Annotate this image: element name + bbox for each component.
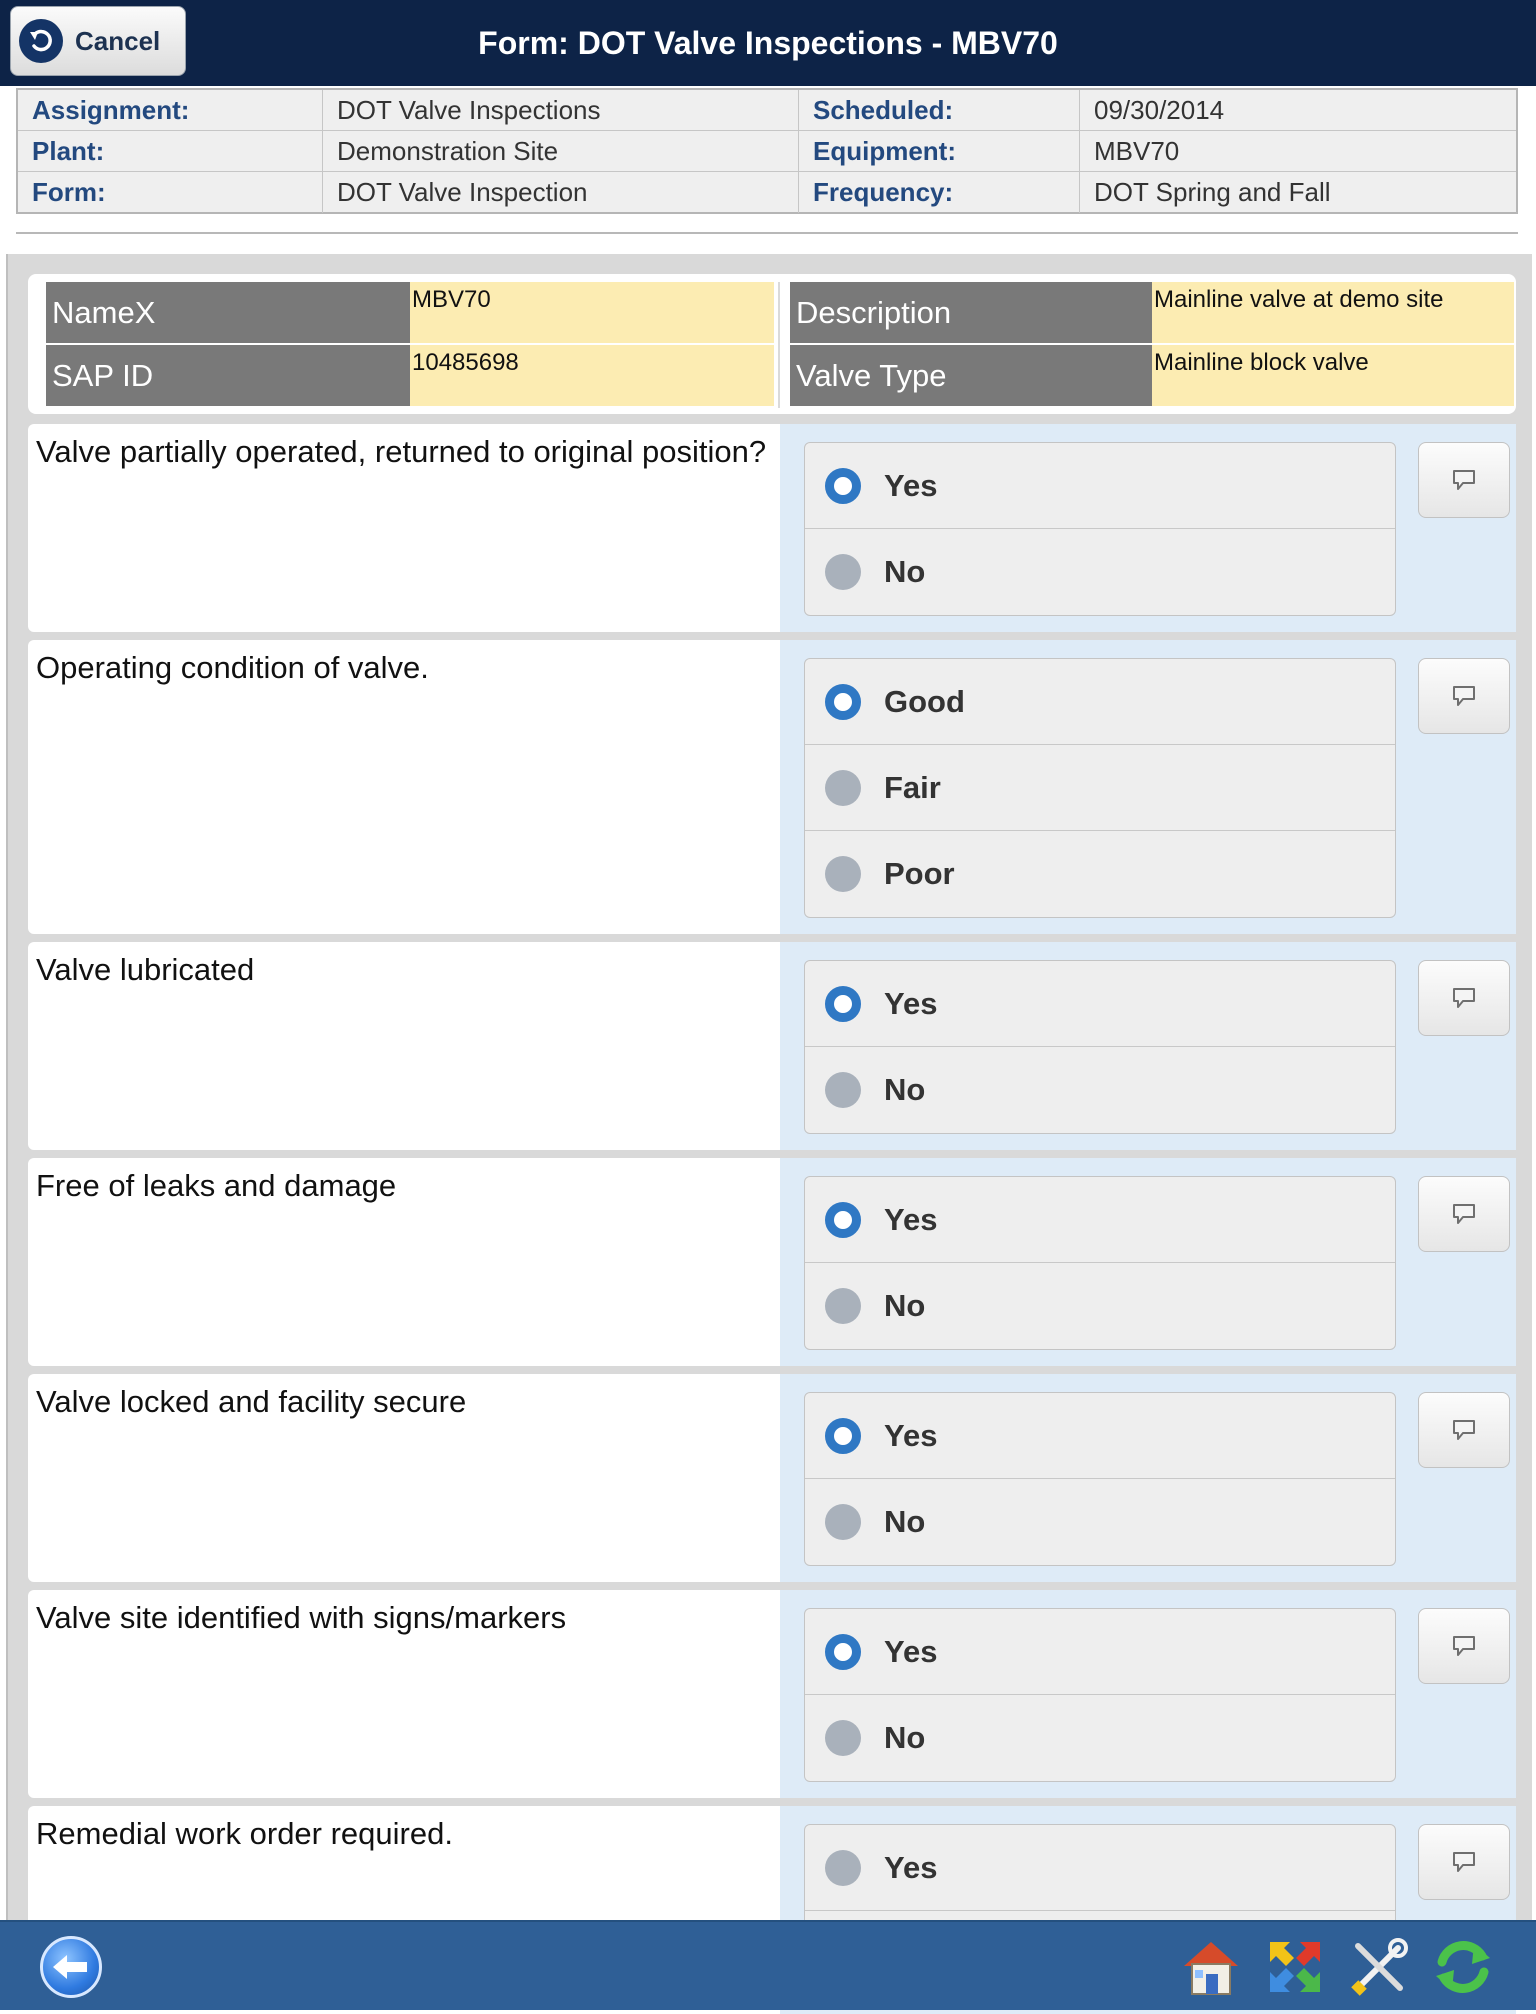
question-card bbox=[28, 942, 1516, 1150]
radio-label: No bbox=[884, 554, 926, 589]
question-text: Operating condition of valve. bbox=[36, 650, 429, 685]
equipment-fields-left bbox=[46, 282, 774, 406]
radio-option-no[interactable] bbox=[805, 1047, 1395, 1133]
radio-button[interactable] bbox=[825, 856, 861, 892]
speech-bubble-icon bbox=[1451, 1418, 1477, 1442]
radio-button[interactable] bbox=[825, 1288, 861, 1324]
divider bbox=[16, 232, 1518, 234]
info-value: Demonstration Site bbox=[322, 131, 798, 171]
radio-label: No bbox=[884, 1288, 926, 1323]
info-row bbox=[18, 172, 1516, 213]
radio-group bbox=[804, 1176, 1396, 1350]
info-label: Scheduled: bbox=[798, 90, 1079, 130]
radio-button[interactable] bbox=[825, 554, 861, 590]
radio-label: Fair bbox=[884, 769, 941, 805]
radio-option-no[interactable] bbox=[805, 1263, 1395, 1349]
question-text: Remedial work order required. bbox=[36, 1816, 453, 1851]
radio-group bbox=[804, 658, 1396, 918]
radio-option-no[interactable] bbox=[805, 1479, 1395, 1565]
cancel-button[interactable] bbox=[10, 6, 186, 76]
comment-button[interactable] bbox=[1418, 960, 1510, 1036]
radio-button[interactable] bbox=[825, 1202, 861, 1238]
radio-option-yes[interactable] bbox=[805, 1177, 1395, 1263]
info-value: DOT Spring and Fall bbox=[1079, 172, 1516, 213]
speech-bubble-icon bbox=[1451, 1634, 1477, 1658]
radio-option-fair[interactable] bbox=[805, 745, 1395, 831]
info-value: DOT Valve Inspection bbox=[322, 172, 798, 213]
home-icon[interactable] bbox=[1176, 1932, 1246, 2002]
answer-panel bbox=[780, 640, 1516, 934]
radio-button[interactable] bbox=[825, 1720, 861, 1756]
info-label: Plant: bbox=[32, 135, 105, 166]
speech-bubble-icon bbox=[1451, 1202, 1477, 1226]
field-value: Mainline block valve bbox=[1152, 345, 1514, 406]
speech-bubble-icon bbox=[1451, 684, 1477, 708]
question-card bbox=[28, 1590, 1516, 1798]
question-card bbox=[28, 640, 1516, 934]
cancel-label: Cancel bbox=[75, 25, 161, 56]
radio-option-no[interactable] bbox=[805, 1695, 1395, 1781]
comment-button[interactable] bbox=[1418, 1392, 1510, 1468]
comment-button[interactable] bbox=[1418, 1824, 1510, 1900]
radio-label: Yes bbox=[884, 1201, 938, 1237]
question-text: Free of leaks and damage bbox=[36, 1168, 397, 1203]
question-card bbox=[28, 1374, 1516, 1582]
info-label: Assignment: bbox=[32, 94, 190, 125]
field-key: Description bbox=[790, 282, 1152, 343]
radio-label: Poor bbox=[884, 856, 955, 891]
answer-panel bbox=[780, 1374, 1516, 1582]
field-value: 10485698 bbox=[410, 345, 774, 406]
radio-label: Yes bbox=[884, 985, 938, 1021]
answer-panel bbox=[780, 424, 1516, 632]
question-text: Valve partially operated, returned to original position? bbox=[36, 434, 767, 469]
info-row bbox=[18, 90, 1516, 131]
radio-group bbox=[804, 960, 1396, 1134]
field-key: SAP ID bbox=[46, 345, 410, 406]
undo-arrow-icon bbox=[19, 19, 63, 63]
info-label: Frequency: bbox=[798, 172, 1079, 213]
tools-icon[interactable] bbox=[1344, 1932, 1414, 2002]
assignment-info-table bbox=[16, 88, 1518, 214]
equipment-fields-right bbox=[790, 282, 1514, 406]
radio-option-yes[interactable] bbox=[805, 1825, 1395, 1911]
radio-label: Yes bbox=[884, 1849, 938, 1885]
info-value: 09/30/2014 bbox=[1079, 90, 1516, 130]
radio-group bbox=[804, 442, 1396, 616]
top-bar bbox=[0, 0, 1536, 86]
info-label: Form: bbox=[32, 177, 106, 207]
info-row bbox=[18, 131, 1516, 172]
radio-label: Good bbox=[884, 683, 965, 719]
answer-panel bbox=[780, 942, 1516, 1150]
back-arrow-icon[interactable] bbox=[40, 1936, 102, 1998]
field-key: Valve Type bbox=[790, 345, 1152, 406]
comment-button[interactable] bbox=[1418, 1176, 1510, 1252]
radio-option-yes[interactable] bbox=[805, 1393, 1395, 1479]
divider bbox=[778, 282, 780, 408]
radio-button[interactable] bbox=[825, 684, 861, 720]
radio-label: No bbox=[884, 1504, 926, 1539]
radio-button[interactable] bbox=[825, 1504, 861, 1540]
radio-button[interactable] bbox=[825, 1634, 861, 1670]
question-card bbox=[28, 1158, 1516, 1366]
radio-button[interactable] bbox=[825, 986, 861, 1022]
speech-bubble-icon bbox=[1451, 468, 1477, 492]
radio-button[interactable] bbox=[825, 468, 861, 504]
radio-group bbox=[804, 1392, 1396, 1566]
equipment-fields-card bbox=[28, 274, 1516, 414]
speech-bubble-icon bbox=[1451, 1850, 1477, 1874]
radio-option-yes[interactable] bbox=[805, 443, 1395, 529]
question-card bbox=[28, 424, 1516, 632]
speech-bubble-icon bbox=[1451, 986, 1477, 1010]
question-text: Valve locked and facility secure bbox=[36, 1384, 467, 1419]
radio-button[interactable] bbox=[825, 1418, 861, 1454]
radio-button[interactable] bbox=[825, 770, 861, 806]
radio-label: No bbox=[884, 1072, 926, 1107]
radio-label: No bbox=[884, 1720, 926, 1755]
field-value: Mainline valve at demo site bbox=[1152, 282, 1514, 343]
page-title: Form: DOT Valve Inspections - MBV70 bbox=[478, 24, 1058, 61]
answer-panel bbox=[780, 1590, 1516, 1798]
comment-button[interactable] bbox=[1418, 442, 1510, 518]
field-value: MBV70 bbox=[410, 282, 774, 343]
question-text: Valve lubricated bbox=[36, 952, 255, 987]
radio-label: Yes bbox=[884, 1633, 938, 1669]
radio-option-yes[interactable] bbox=[805, 961, 1395, 1047]
radio-option-poor[interactable] bbox=[805, 831, 1395, 917]
info-value: DOT Valve Inspections bbox=[322, 90, 798, 130]
answer-panel bbox=[780, 1158, 1516, 1366]
radio-option-yes[interactable] bbox=[805, 1609, 1395, 1695]
radio-label: Yes bbox=[884, 467, 938, 503]
radio-label: Yes bbox=[884, 1417, 938, 1453]
radio-button[interactable] bbox=[825, 1072, 861, 1108]
bottom-toolbar bbox=[0, 1920, 1536, 2010]
sync-arrows-icon[interactable] bbox=[1260, 1932, 1330, 2002]
question-text: Valve site identified with signs/markers bbox=[36, 1600, 567, 1635]
info-value: MBV70 bbox=[1079, 131, 1516, 171]
radio-group bbox=[804, 1608, 1396, 1782]
info-label: Equipment: bbox=[798, 131, 1079, 171]
comment-button[interactable] bbox=[1418, 1608, 1510, 1684]
radio-option-no[interactable] bbox=[805, 529, 1395, 615]
refresh-icon[interactable] bbox=[1428, 1932, 1498, 2002]
radio-button[interactable] bbox=[825, 1850, 861, 1886]
field-key: NameX bbox=[46, 282, 410, 343]
radio-option-good[interactable] bbox=[805, 659, 1395, 745]
comment-button[interactable] bbox=[1418, 658, 1510, 734]
form-scroll-area[interactable] bbox=[6, 254, 1532, 1920]
